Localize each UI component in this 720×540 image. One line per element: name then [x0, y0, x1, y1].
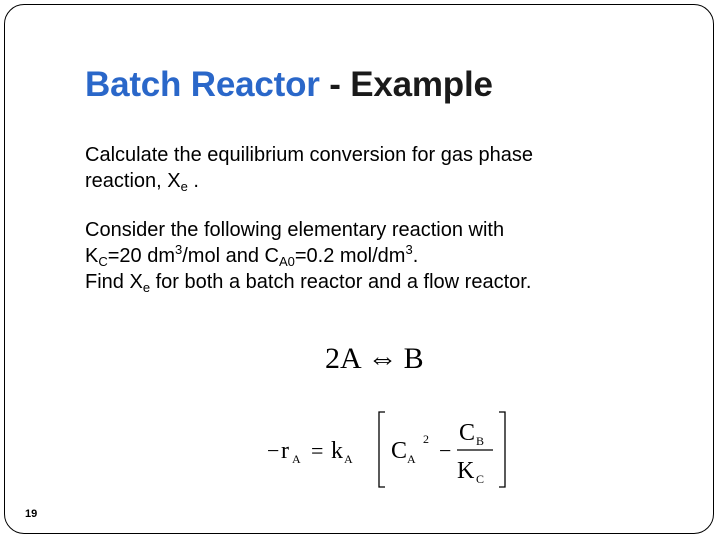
title-suffix: - Example [319, 65, 493, 104]
conc-CA-sub: A [407, 452, 416, 466]
rate-law-equation [267, 410, 527, 490]
subscript: A0 [278, 254, 295, 269]
equilibrium-arrow-icon: ⇔ [367, 342, 398, 375]
minus-sign: − [439, 438, 452, 463]
left-bracket [379, 412, 385, 487]
product: B [403, 342, 424, 375]
text-span: Find X [85, 271, 143, 293]
right-bracket [499, 412, 505, 487]
numerator-sub: B [476, 434, 485, 448]
rate-k-sub: A [344, 452, 353, 466]
slide [4, 4, 714, 534]
rate-r-sub: A [292, 452, 301, 466]
text-span: K [85, 245, 99, 267]
numerator-C: C [459, 420, 476, 446]
paragraph-2-line-3 [85, 269, 531, 295]
paragraph-2-line-1: Consider the following elementary reaction with [85, 219, 505, 241]
text-span: =0.2 mol/dm [294, 245, 406, 267]
reactant: 2A [325, 342, 362, 375]
reaction-equation [325, 342, 424, 376]
slide-title [85, 65, 493, 105]
rate-k: k [331, 438, 343, 464]
conc-CA: C [391, 438, 408, 464]
denominator-K: K [457, 458, 475, 484]
subscript: e [180, 179, 188, 194]
paragraph-1-line-2 [85, 168, 533, 194]
superscript: 3 [405, 242, 413, 257]
conc-CA-exp: 2 [423, 432, 429, 446]
paragraph-1-line-1: Calculate the equilibrium conversion for gas phase [85, 144, 534, 166]
subscript: e [142, 280, 151, 295]
neg-sign: − [267, 438, 280, 463]
paragraph-2-line-2 [85, 243, 531, 269]
text-span: . [187, 170, 199, 192]
equals-sign: = [311, 438, 324, 463]
superscript: 3 [175, 242, 183, 257]
subscript: C [98, 254, 108, 269]
paragraph-2 [85, 217, 531, 295]
text-span: =20 dm [107, 245, 175, 267]
text-span: reaction, X [85, 170, 181, 192]
rate-r: r [281, 438, 289, 464]
title-main: Batch Reactor [85, 65, 320, 104]
paragraph-1 [85, 142, 533, 194]
denominator-sub: C [476, 472, 485, 486]
text-span: for both a batch reactor and a flow reactor. [150, 271, 532, 293]
text-span: /mol and C [182, 245, 279, 267]
text-span: . [412, 245, 419, 267]
page-number: 19 [25, 508, 38, 520]
